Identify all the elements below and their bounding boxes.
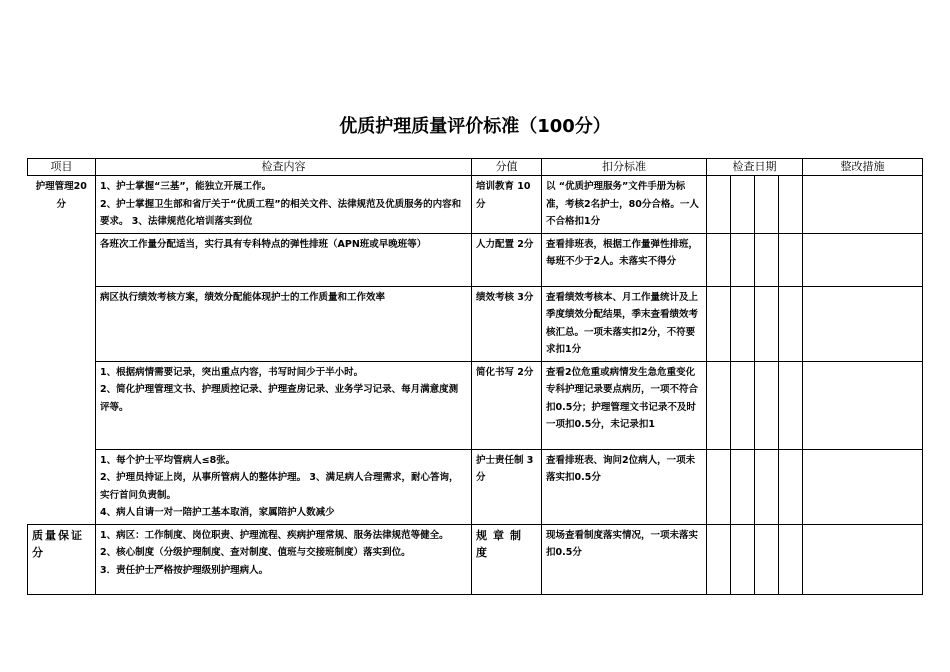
content-line: 病区执行绩效考核方案，绩效分配能体现护士的工作质量和工作效率 — [100, 291, 386, 303]
check-date-cell[interactable] — [707, 361, 731, 449]
score-cell: 规章制度 — [472, 524, 542, 594]
header-measures: 整改措施 — [803, 159, 923, 176]
score-cell: 人力配置 2分 — [472, 233, 542, 286]
content-line: 4、病人自请一对一陪护工基本取消，家属陪护人数减少 — [100, 507, 335, 518]
content-cell — [96, 176, 472, 234]
header-row — [28, 159, 923, 176]
header-check-date: 检查日期 — [707, 159, 803, 176]
check-date-cell[interactable] — [779, 286, 803, 361]
content-line: 2、护理员持证上岗，从事所管病人的整体护理。 3、满足病人合理需求，耐心答询，实行首问负责制。 — [100, 472, 459, 501]
check-date-cell[interactable] — [755, 176, 779, 234]
content-line: 1、每个护士平均管病人≤8张。 — [100, 454, 236, 466]
header-content: 检查内容 — [96, 159, 472, 176]
check-date-cell[interactable] — [755, 233, 779, 286]
check-date-cell[interactable] — [755, 361, 779, 449]
page-title: 优质护理质量评价标准（100分） — [339, 116, 611, 137]
measures-cell[interactable] — [803, 233, 923, 286]
check-date-cell[interactable] — [707, 286, 731, 361]
check-date-cell[interactable] — [755, 449, 779, 524]
check-date-cell[interactable] — [707, 176, 731, 234]
content-cell — [96, 286, 472, 361]
item-cell: 质量保证分 — [28, 524, 96, 594]
score-cell: 护士责任制 3分 — [472, 449, 542, 524]
table-row — [28, 524, 923, 594]
measures-cell[interactable] — [803, 176, 923, 234]
check-date-cell[interactable] — [779, 176, 803, 234]
header-item: 项目 — [28, 159, 96, 176]
deduction-cell: 以 “优质护理服务”文件手册为标准，考核2名护士，80分合格。一人不合格扣1分 — [542, 176, 707, 234]
deduction-cell: 查看绩效考核本、月工作量统计及上季度绩效分配结果，季末查看绩效考核汇总。一项未落实扣2分，不符要求扣1分 — [542, 286, 707, 361]
content-cell — [96, 361, 472, 449]
deduction-cell: 现场查看制度落实情况，一项未落实扣0.5分 — [542, 524, 707, 594]
measures-cell[interactable] — [803, 449, 923, 524]
deduction-cell: 查看排班表、询问2位病人，一项未落实扣0.5分 — [542, 449, 707, 524]
table-row — [28, 286, 923, 361]
table-row — [28, 176, 923, 234]
check-date-cell[interactable] — [779, 524, 803, 594]
check-date-cell[interactable] — [707, 449, 731, 524]
check-date-cell[interactable] — [755, 286, 779, 361]
evaluation-table — [27, 158, 923, 595]
content-line: 2、护士掌握卫生部和省厅关于“优质工程”的相关文件、法律规范及优质服务的内容和要求。 3、法律规范化培训落实到位 — [100, 198, 462, 227]
check-date-cell[interactable] — [731, 524, 755, 594]
content-line: 1、根据病情需要记录，突出重点内容，书写时间少于半小时。 — [100, 366, 364, 378]
content-cell — [96, 233, 472, 286]
content-line: 2、核心制度（分级护理制度、查对制度、值班与交接班制度）落实到位。 — [100, 547, 411, 558]
table-row — [28, 361, 923, 449]
deduction-cell: 查看排班表，根据工作量弹性排班，每班不少于2人。未落实不得分 — [542, 233, 707, 286]
header-score: 分值 — [472, 159, 542, 176]
check-date-cell[interactable] — [779, 449, 803, 524]
content-line: 3．责任护士严格按护理级别护理病人。 — [100, 564, 269, 576]
header-deduction: 扣分标准 — [542, 159, 707, 176]
table-row — [28, 449, 923, 524]
score-cell: 绩效考核 3分 — [472, 286, 542, 361]
measures-cell[interactable] — [803, 524, 923, 594]
check-date-cell[interactable] — [755, 524, 779, 594]
check-date-cell[interactable] — [731, 233, 755, 286]
measures-cell[interactable] — [803, 361, 923, 449]
content-cell — [96, 524, 472, 594]
content-line: 1、护士掌握“三基”，能独立开展工作。 — [100, 181, 272, 192]
check-date-cell[interactable] — [731, 286, 755, 361]
score-cell: 培训教育 10分 — [472, 176, 542, 234]
deduction-cell: 查看2位危重或病情发生急危重变化专科护理记录要点病历，一项不符合扣0.5分；护理管理文书记录不及时一项扣0.5分，未记录扣1 — [542, 361, 707, 449]
item-cell: 护理管理20分 — [28, 176, 96, 525]
check-date-cell[interactable] — [731, 361, 755, 449]
measures-cell[interactable] — [803, 286, 923, 361]
score-cell: 简化书写 2分 — [472, 361, 542, 449]
content-line: 2、简化护理管理文书、护理质控记录、护理查房记录、业务学习记录、每月满意度测评等。 — [100, 384, 459, 413]
check-date-cell[interactable] — [779, 233, 803, 286]
content-line: 各班次工作量分配适当，实行具有专科特点的弹性排班（APN班或早晚班等） — [100, 238, 427, 250]
check-date-cell[interactable] — [731, 176, 755, 234]
table-row — [28, 233, 923, 286]
content-cell — [96, 449, 472, 524]
check-date-cell[interactable] — [707, 233, 731, 286]
content-line: 1、病区：工作制度、岗位职责、护理流程、疾病护理常规、服务法律规范等健全。 — [100, 529, 449, 541]
check-date-cell[interactable] — [707, 524, 731, 594]
check-date-cell[interactable] — [779, 361, 803, 449]
check-date-cell[interactable] — [731, 449, 755, 524]
